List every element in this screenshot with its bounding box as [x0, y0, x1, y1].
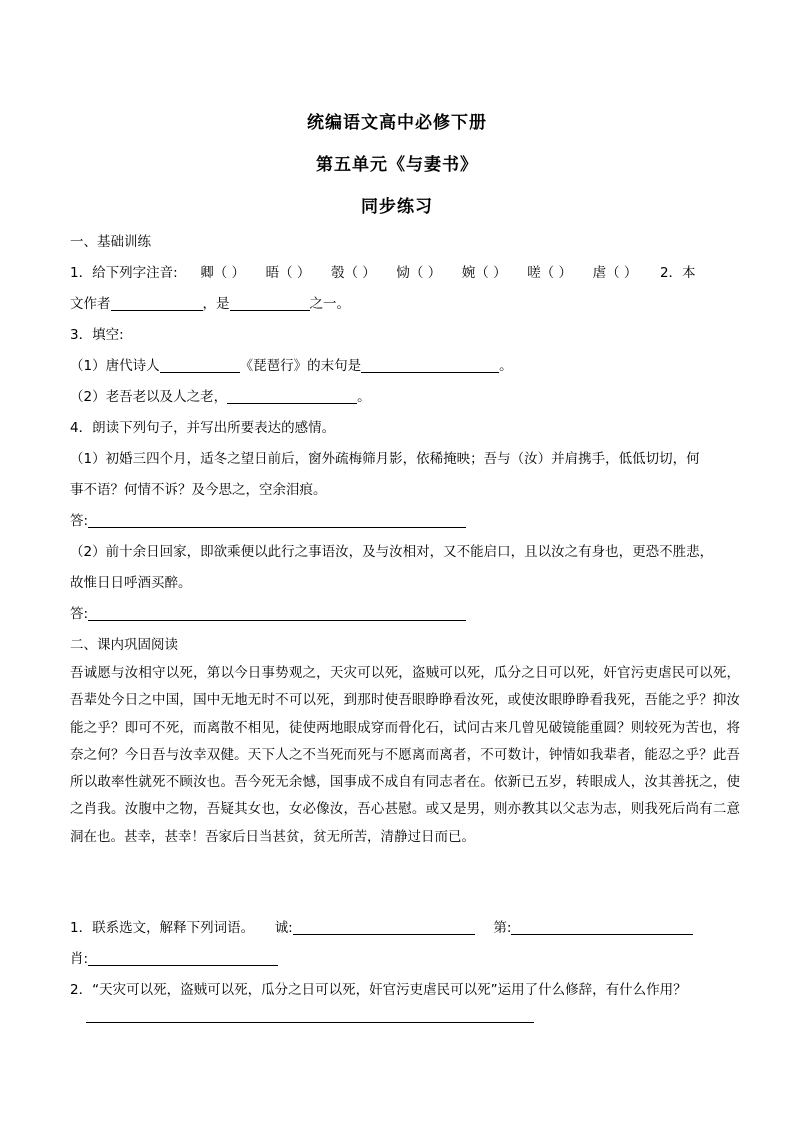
question-3-1-text-b: 《琵琶行》的末句是: [239, 358, 362, 374]
section2-heading: 二、课内巩固阅读: [70, 637, 178, 653]
identity-blank[interactable]: [230, 296, 310, 311]
section2-question-2: 2．“天灾可以死，盗贼可以死，瓜分之日可以死，奸官污吏虐民可以死”运用了什么修辞，有什么作用？: [70, 982, 687, 998]
quote-blank[interactable]: [227, 389, 357, 404]
pinyin-item-wu: 晤（ ）: [265, 265, 311, 281]
question-1-pinyin: [70, 261, 696, 281]
reading-passage: 吾诚愿与汝相守以死，第以今日事势观之，天灾可以死，盗贼可以死，瓜分之日可以死，奸官污吏虐民可以死，吾辈处今日之中国，国中无地无时不可以死，到那时使吾眼睁睁看汝死，或使汝眼睁睁看我死，吾能之乎？抑汝能之乎？即可不死，而离散不相见，徒使两地眼成穿而骨化石，试问古来几曾见破镜能重圆？则较死为苦也，将奈之何？今日吾与汝幸双健。天下人之不当死而死与不愿离而离者，不可数计，钟情如我辈者，能忍之乎？此吾所以敢率性就死不顾汝也。吾今死无余憾，国事成不成自有同志者在。依新已五岁，转眼成人，汝其善抚之，使之肖我。汝腹中之物，吾疑其女也，女必像汝，吾心甚慰。或又是男，则亦教其以父志为志，则我死后尚有二意洞在也。甚幸，甚幸！吾家后日当甚贫，贫无所苦，清静过日而已。: [70, 665, 740, 845]
question-3-label: 3．填空:: [70, 327, 124, 343]
question-4-2-line-1: （2）前十余日回家，即欲乘便以此行之事语汝，及与汝相对，又不能启口，且以汝之有身也，更恐不胜悲，: [70, 544, 714, 560]
question-4-label: 4．朗读下列句子，并写出所要表达的感情。: [70, 420, 336, 436]
poet-blank[interactable]: [160, 358, 240, 373]
question-3-2-text-b: 。: [357, 389, 371, 405]
pinyin-item-jie: 嗟（ ）: [527, 265, 572, 281]
question-4-1-line-2: 事不语？何情不诉？及今思之，空余泪痕。: [70, 482, 327, 498]
term-di-label: 第:: [493, 920, 512, 936]
lesson-title: 第五单元《与妻书》: [316, 155, 478, 175]
question-3-1-text-c: 。: [499, 358, 513, 374]
exercise-title: 同步练习: [361, 197, 433, 217]
answer-4-2: [70, 602, 466, 622]
section1-heading: 一、基础训练: [70, 234, 151, 250]
question-1-prompt: 1．给下列字注音:: [70, 265, 178, 281]
question-2-text-c: 之一。: [309, 296, 350, 312]
question-2-line: [70, 292, 350, 312]
term-xiao-blank[interactable]: [88, 951, 278, 966]
question-3-1-text-a: （1）唐代诗人: [70, 358, 160, 374]
question-3-1: [70, 354, 513, 374]
term-di-blank[interactable]: [511, 920, 693, 935]
answer-label: 答:: [70, 513, 89, 529]
term-xiao-label: 肖:: [70, 951, 89, 967]
question-4-2-line-2: 故惟日日呼酒买醉。: [70, 575, 192, 591]
pinyin-item-tong: 恸（ ）: [396, 265, 442, 281]
section2-answer-2-blank[interactable]: [86, 1008, 534, 1023]
term-cheng-blank[interactable]: [293, 920, 475, 935]
answer-label: 答:: [70, 606, 89, 622]
last-line-blank[interactable]: [361, 358, 499, 373]
section2-question-1-prompt: 1．联系选文，解释下列词语。: [70, 920, 255, 936]
author-blank[interactable]: [111, 296, 203, 311]
pinyin-item-nue: 虐（ ）: [592, 265, 638, 281]
answer-4-1: [70, 509, 466, 529]
question-2-text-a: 文作者: [70, 296, 111, 312]
pinyin-item-gou: 彀（ ）: [331, 265, 376, 281]
question-4-1-line-1: （1）初婚三四个月，适冬之望日前后，窗外疏梅筛月影，依稀掩映；吾与（汝）并肩携手，低低切切，何: [70, 451, 700, 467]
term-cheng-label: 诚:: [274, 920, 293, 936]
pinyin-item-qing: 卿（ ）: [200, 265, 246, 281]
question-3-2-text-a: （2）老吾老以及人之老，: [70, 389, 228, 405]
pinyin-item-wan: 婉（ ）: [461, 265, 507, 281]
question-2-text-b: ，是: [202, 296, 230, 312]
section2-question-1: [70, 916, 693, 936]
question-3-2: [70, 385, 371, 405]
answer-4-1-blank[interactable]: [88, 513, 466, 528]
page-title: 统编语文高中必修下册: [307, 113, 487, 133]
answer-4-2-blank[interactable]: [88, 606, 466, 621]
question-2-start: 2．本: [659, 265, 696, 281]
section2-question-1-cont: [70, 947, 278, 967]
